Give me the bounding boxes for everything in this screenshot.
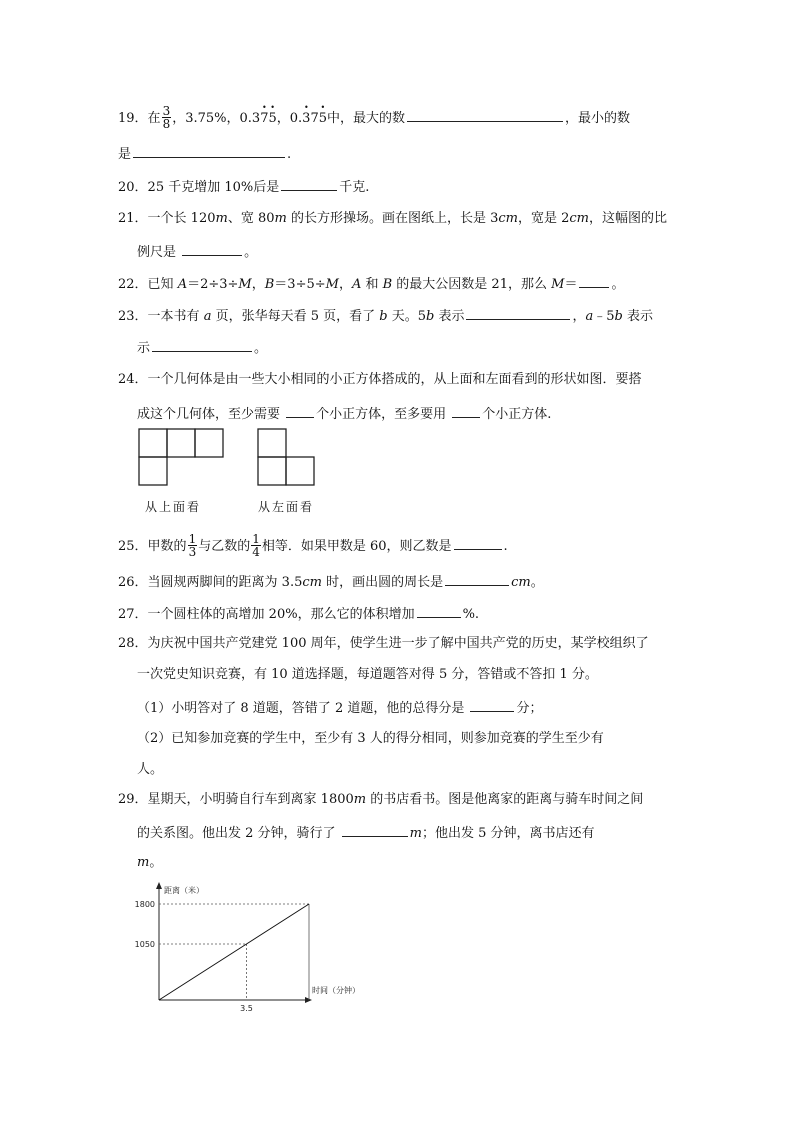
fraction-3-8: $\frac{3}{8}$ — [162, 104, 171, 131]
question-24: 24．一个几何体是由一些大小相同的小正方体搭成的，从上面和左面看到的形状如图．要搭 — [118, 372, 642, 387]
question-28-sub2-cont: 人。 — [137, 762, 164, 777]
left-view-cell — [258, 429, 286, 457]
answer-blank[interactable] — [417, 603, 461, 618]
answer-blank[interactable] — [454, 535, 502, 550]
top-view-cell — [139, 429, 167, 457]
question-20: 20．25 千克增加 10%后是 千克. — [118, 176, 369, 198]
question-19-cont: 是 . — [118, 143, 291, 165]
left-view-caption: 从左面看 — [258, 500, 315, 514]
answer-blank[interactable] — [133, 143, 285, 158]
question-25: 25．甲数的 $\frac{1}{3}$ 与乙数的 $\frac{1}{4}$ 相等．如果甲数是 60，则乙数是 . — [118, 532, 508, 559]
left-view-figure — [257, 428, 317, 488]
answer-blank[interactable] — [466, 305, 570, 320]
question-29: 29．星期天，小明骑自行车到离家 1800m 的书店看书。图是他离家的距离与骑车时间之间 — [118, 792, 644, 807]
question-28-cont: 一次党史知识竞赛，有 10 道选择题，每道题答对得 5 分，答错或不答扣 1 分。 — [137, 667, 598, 682]
question-23-cont: 示 。 — [137, 337, 267, 359]
answer-blank[interactable] — [407, 107, 563, 122]
x-tick-label: 3.5 — [240, 1004, 253, 1013]
answer-blank[interactable] — [452, 403, 480, 418]
y-tick-label: 1050 — [134, 940, 155, 949]
question-24-cont: 成这个几何体，至少需要 个小正方体，至多要用 个小正方体. — [137, 403, 551, 425]
left-view-cell — [286, 457, 314, 485]
x-axis-arrow — [305, 997, 312, 1003]
question-23: 23．一本书有 a 页，张华每天看 5 页，看了 b 天。5b 表示 ，a﹣5b 表示 — [118, 305, 653, 327]
answer-blank[interactable] — [445, 571, 509, 586]
answer-blank[interactable] — [152, 337, 252, 352]
y-tick-label: 1800 — [134, 900, 155, 909]
top-view-caption: 从上面看 — [145, 500, 202, 514]
question-21: 21．一个长 120m、宽 80m 的长方形操场。画在图纸上，长是 3cm，宽是 2cm，这幅图的比 — [118, 211, 668, 226]
question-22: 22．已知 A＝2÷3÷M，B＝3÷5÷M，A 和 B 的最大公因数是 21，那么 M＝ 。 — [118, 273, 624, 295]
x-axis-label: 时间（分钟） — [312, 986, 360, 995]
left-view-cell — [258, 457, 286, 485]
question-26: 26．当圆规两脚间的距离为 3.5cm 时，画出圆的周长是 cm。 — [118, 571, 544, 593]
question-19: 19．在 $\frac{3}{8}$ ，3.75%，0.3• 7• 5，0.• 37• 5中，最大的数 ，最小的数 — [118, 106, 630, 131]
series-line — [159, 904, 309, 1000]
fraction-1-4: $\frac{1}{4}$ — [252, 532, 260, 559]
question-28-sub1: （1）小明答对了 8 道题，答错了 2 道题，他的总得分是 分； — [137, 697, 543, 719]
top-view-cell — [195, 429, 223, 457]
fraction-1-3: $\frac{1}{3}$ — [188, 532, 197, 559]
answer-blank[interactable] — [470, 697, 514, 712]
question-28-sub2: （2）已知参加竞赛的学生中，至少有 3 人的得分相同，则参加竞赛的学生至少有 — [137, 731, 604, 746]
top-view-cell — [167, 429, 195, 457]
answer-blank[interactable] — [342, 822, 408, 837]
question-21-cont: 例尺是 。 — [137, 241, 257, 263]
top-view-figure — [138, 428, 228, 488]
y-axis-label: 距离（米） — [164, 886, 204, 895]
question-27: 27．一个圆柱体的高增加 20%，那么它的体积增加 %. — [118, 603, 479, 625]
answer-blank[interactable] — [286, 403, 314, 418]
answer-blank[interactable] — [182, 241, 242, 256]
distance-time-chart — [126, 880, 376, 1020]
question-29-cont: 的关系图。他出发 2 分钟，骑行了 m；他出发 5 分钟，离书店还有 — [137, 822, 595, 844]
y-axis-arrow — [156, 882, 162, 889]
top-view-cell — [139, 457, 167, 485]
answer-blank[interactable] — [281, 176, 337, 191]
question-28: 28．为庆祝中国共产党建党 100 周年，使学生进一步了解中国共产党的历史，某学校组织了 — [118, 636, 649, 651]
answer-blank[interactable] — [579, 273, 609, 288]
question-29-cont2: m。 — [137, 855, 163, 870]
